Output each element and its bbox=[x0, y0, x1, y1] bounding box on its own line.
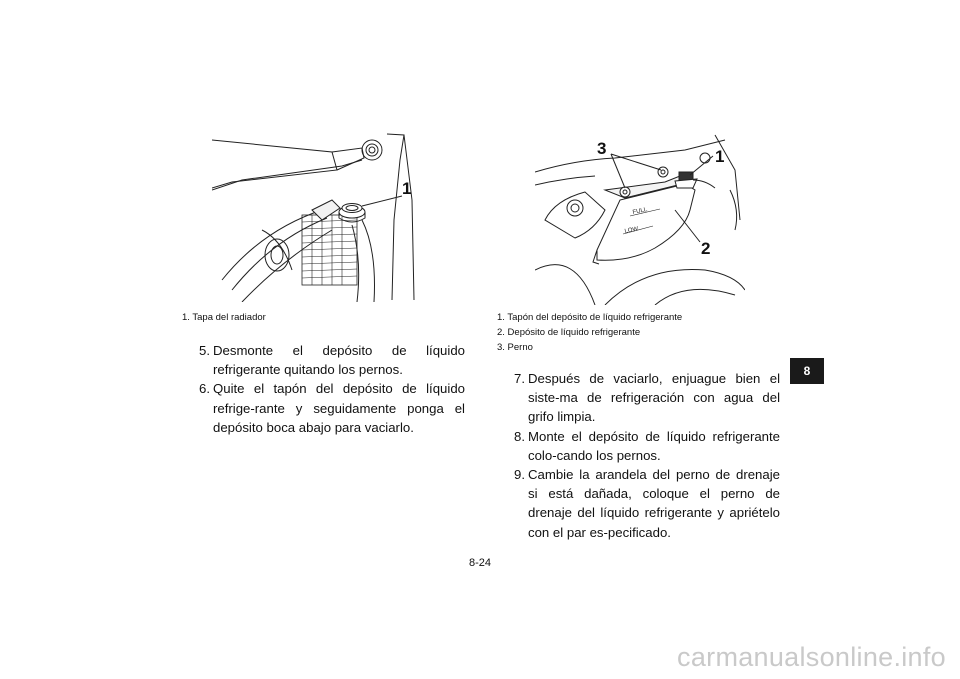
caption-line: 1. Tapón del depósito de líquido refrigerante bbox=[497, 312, 683, 323]
caption-line: 3. Perno bbox=[497, 342, 533, 353]
step-number: 8. bbox=[514, 428, 525, 444]
step-text: Monte el depósito de líquido refrigerante colo-cando los pernos. bbox=[528, 428, 780, 463]
step-number: 5. bbox=[199, 343, 210, 358]
caption-line: 2. Depósito de líquido refrigerante bbox=[497, 327, 641, 338]
right-instruction-list bbox=[495, 369, 780, 542]
step-text: Quite el tapón del depósito de líquido refrige-rante y seguidamente ponga el depósito boca abajo para vaciarlo. bbox=[213, 381, 465, 435]
left-figure-caption bbox=[182, 310, 266, 325]
page-number: 8-24 bbox=[468, 557, 492, 569]
step-number: 9. bbox=[514, 467, 525, 483]
instruction-step bbox=[495, 427, 780, 465]
watermark: carmanualsonline.info bbox=[677, 642, 946, 672]
step-text: Después de vaciarlo, enjuague bien el siste-ma de refrigeración con agua del grifo limpia. bbox=[528, 371, 780, 425]
coolant-reservoir-illustration bbox=[535, 130, 745, 305]
step-text: Cambie la arandela del perno de drenaje si está dañada, coloque el perno de drenaje del líquido refrigerante y apriételo con el par es-pecificado. bbox=[528, 467, 780, 540]
caption-line: 1. Tapa del radiador bbox=[182, 312, 266, 323]
instruction-step bbox=[495, 369, 780, 427]
gauge-low-label: LOW bbox=[624, 226, 639, 235]
right-figure-caption bbox=[497, 310, 682, 355]
callout-1: 1 bbox=[715, 147, 725, 166]
section-tab: 8 bbox=[790, 358, 824, 384]
instruction-step bbox=[180, 341, 465, 379]
step-text: Desmonte el depósito de líquido refrigerante quitando los pernos. bbox=[213, 343, 465, 378]
instruction-step bbox=[180, 379, 465, 437]
radiator-cap-illustration bbox=[212, 130, 417, 302]
step-number: 6. bbox=[199, 381, 210, 397]
instruction-step bbox=[495, 465, 780, 542]
left-instruction-list bbox=[180, 341, 465, 437]
step-number: 7. bbox=[514, 371, 525, 386]
callout-3: 3 bbox=[597, 139, 607, 158]
callout-2: 2 bbox=[701, 239, 711, 258]
callout-1: 1 bbox=[402, 179, 412, 198]
gauge-full-label: FULL bbox=[632, 207, 648, 216]
